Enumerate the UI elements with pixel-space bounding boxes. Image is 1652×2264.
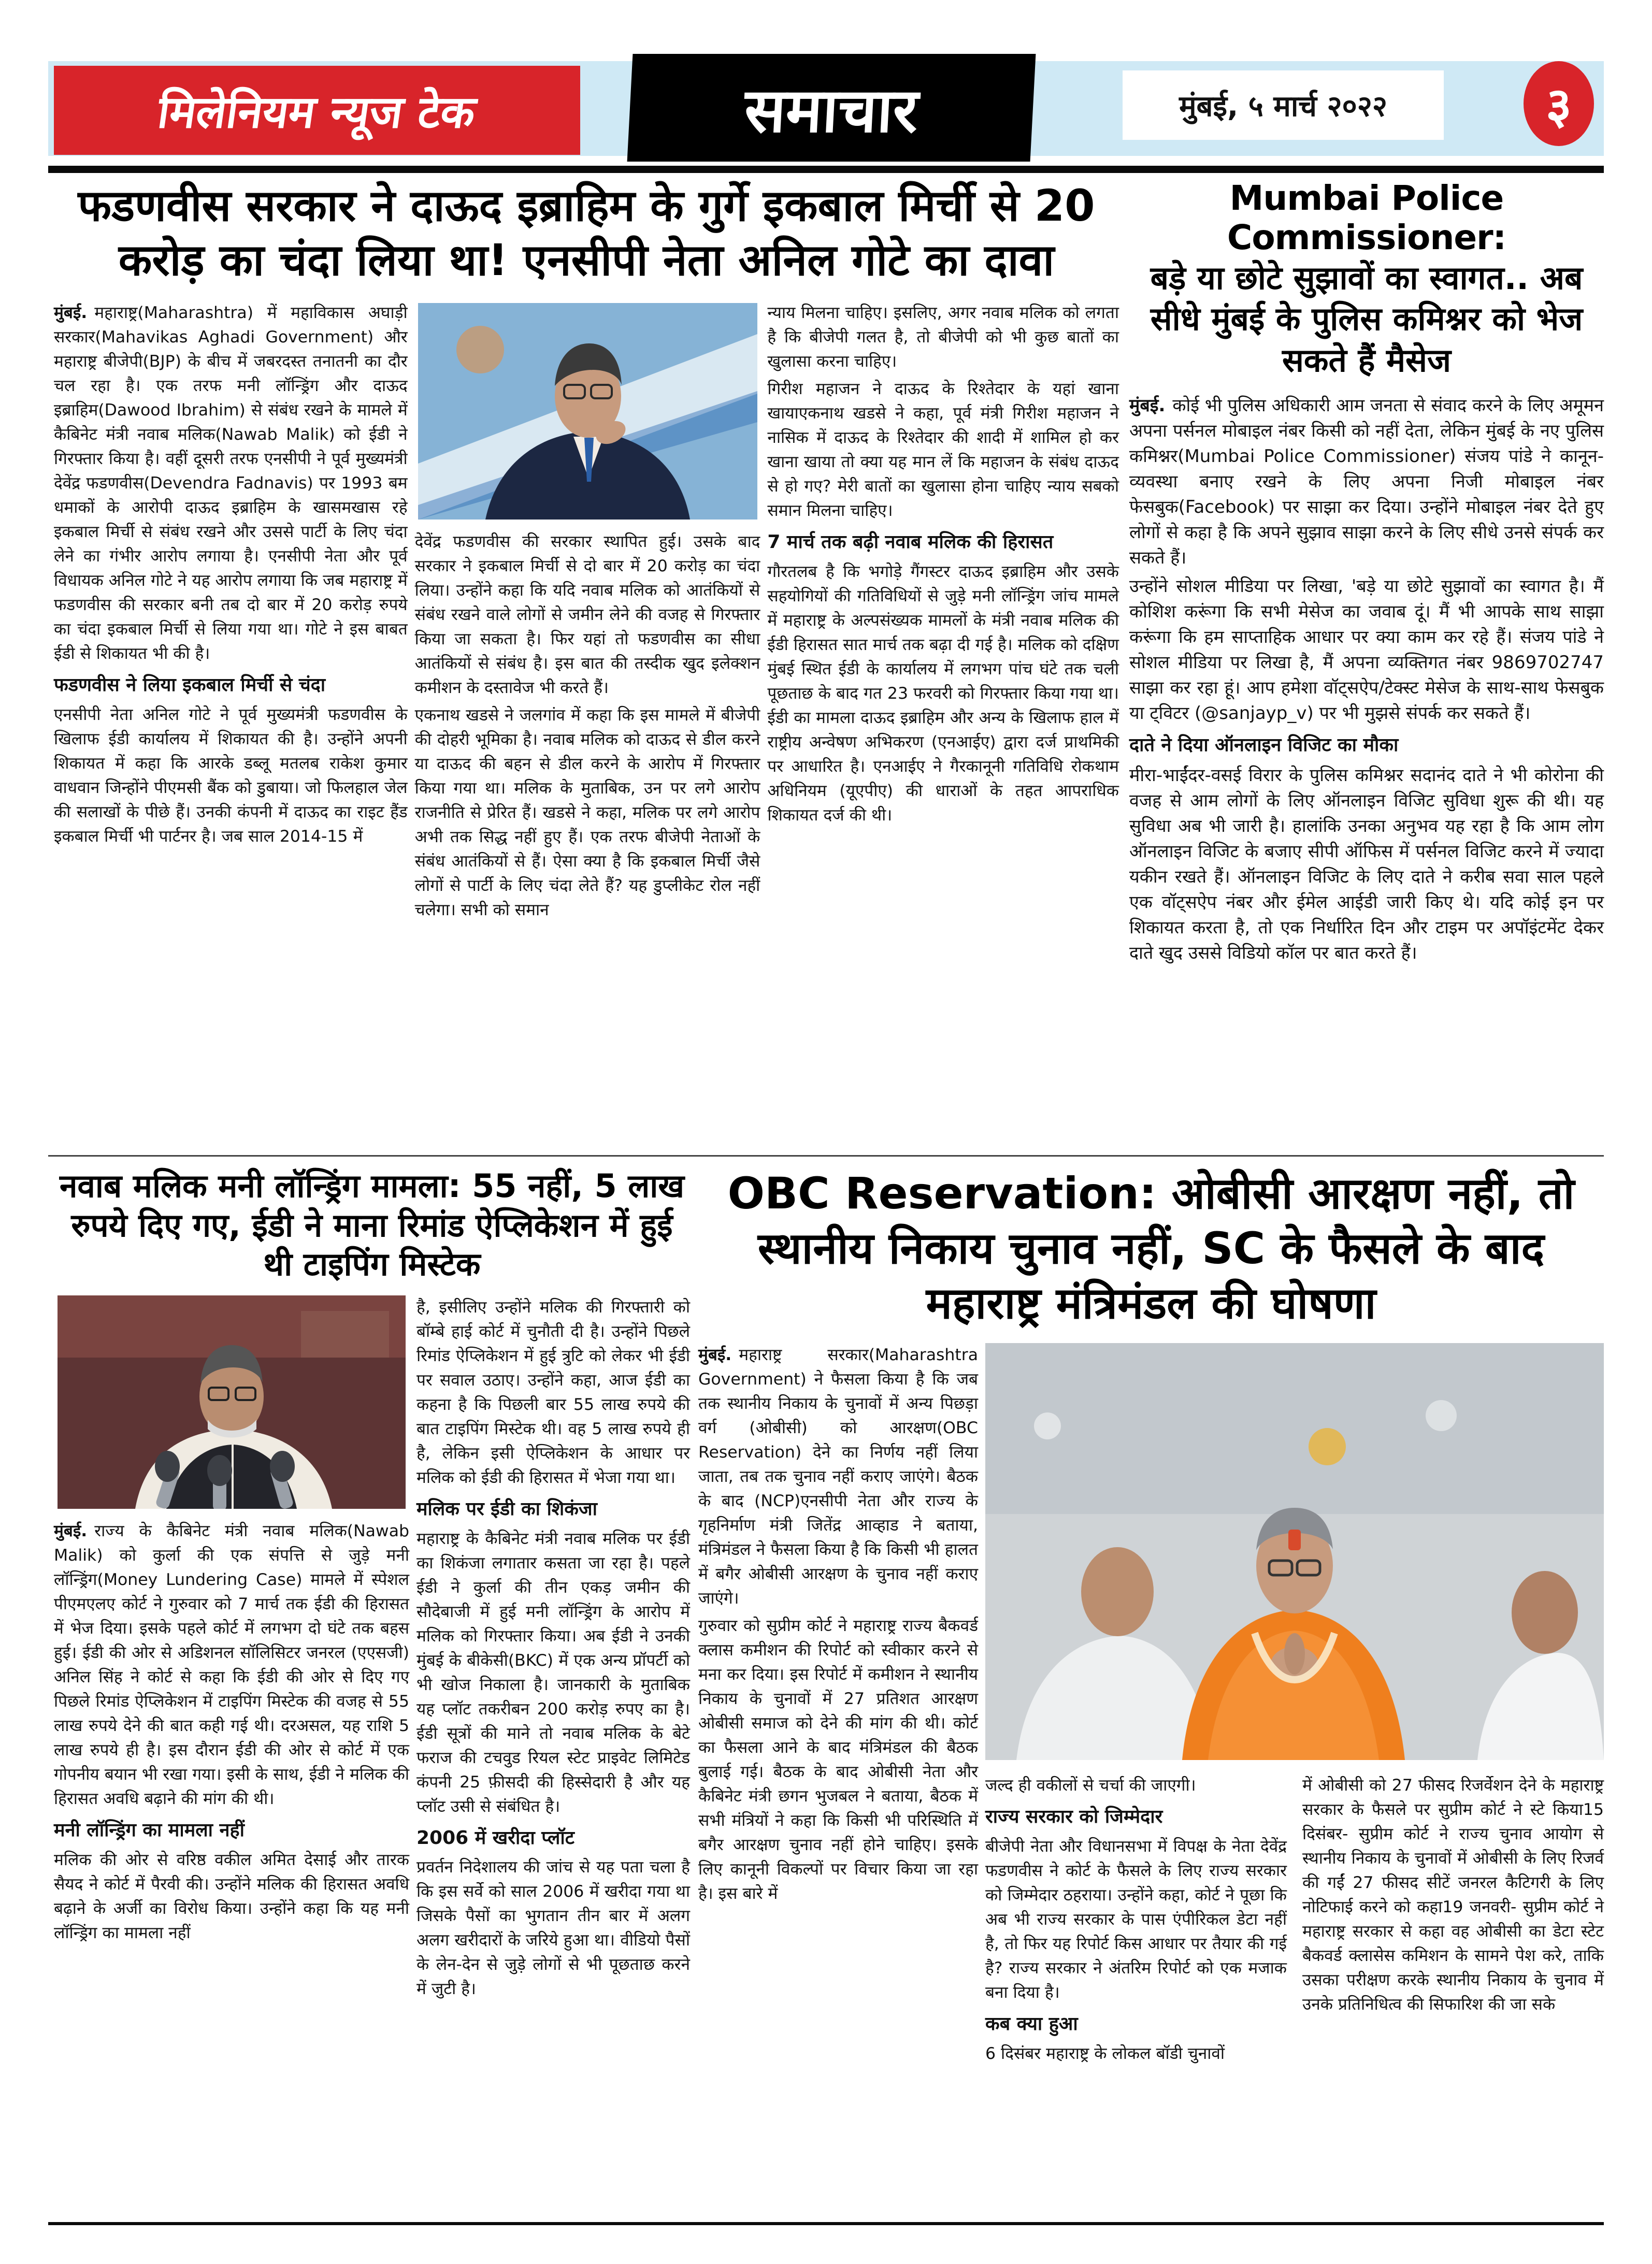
subhead: 2006 में खरीदा प्लॉट bbox=[416, 1827, 574, 1849]
nawab-malik-photo bbox=[58, 1295, 406, 1509]
article-headline: नवाब मलिक मनी लॉन्ड्रिंग मामला: 55 नहीं, 5 लाख रुपये दिए गए, ईडी ने माना रिमांड ऐप्लिकेशन में हुई थी टाइपिंग मिस्टेक bbox=[59, 1167, 685, 1284]
subhead: राज्य सरकार को जिम्मेदार bbox=[985, 1806, 1163, 1828]
article-obc-reservation bbox=[698, 1166, 1604, 2069]
subhead: फडणवीस ने लिया इकबाल मिर्ची से चंदा bbox=[54, 674, 326, 696]
paragraph: देवेंद्र फडणवीस की सरकार स्थापित हुई। उसके बाद सरकार ने इकबाल मिर्ची से दो बार में 20 करोड़ का चंदा लिया। उन्होंने कहा कि यदि नवाब मलिक को आतंकियों से संबंध रखने वाले लोगों से जमीन लेने की वजह से गिरफ्तार किया जा सकता है। फिर यहां तो फडणवीस का सीधा आतंकियों से संबंध है। इस बात की तस्दीक खुद इलेक्शन कमीशन के दस्तावेज भी करते हैं। bbox=[414, 532, 760, 697]
newspaper-logo bbox=[54, 66, 580, 155]
paragraph bbox=[1129, 393, 1604, 571]
paragraph-text: कोई भी पुलिस अधिकारी आम जनता से संवाद करने के लिए अमूमन अपना पर्सनल मोबाइल नंबर किसी को नहीं देता, लेकिन मुंबई के नए पुलिस कमिश्नर(Mumbai Police Commissioner) संजय पांडे ने कानून-व्यवस्था बनाए रखने के लिए अपना निजी मोबाइल नंबर फेसबुक(Facebook) पर साझा कर दिया। उन्होंने मोबाइल नंबर देते हुए लोगों से कहा है कि अपने सुझाव साझा करने के लिए सीधे उनसे संपर्क कर सकते हैं। bbox=[1129, 395, 1604, 568]
article-column bbox=[985, 1773, 1287, 2069]
paragraph-text: राज्य के कैबिनेट मंत्री नवाब मलिक(Nawab Malik) को कुर्ला की एक संपत्ति से जुड़े मनी लॉन्ड्रिंग(Money Lundering Case) मामले में स्पेशल पीएमएलए कोर्ट ने गुरुवार को 7 मार्च तक ईडी की हिरासत में भेज दिया। इसके पहले कोर्ट में लगभग दो घंटे तक बहस हुई। ईडी की ओर से अडिशनल सॉलिसिटर जनरल (एएसजी) अनिल सिंह ने कोर्ट से कहा कि ईडी की ओर से दिए गए पिछले रिमांड ऐप्लिकेशन में टाइपिंग मिस्टेक की वजह से 55 लाख रुपये देने की बात कही गई थी। दरअसल, यह राशि 5 लाख रुपये ही है। इस दौरान ईडी की ओर से कोर्ट में एक गोपनीय बयान भी रखा गया। इसी के साथ, ईडी ने मलिक की हिरासत अवधि बढ़ाने की मांग की थी। bbox=[54, 1521, 409, 1808]
edition-date: मुंबई, ५ मार्च २०२२ bbox=[1123, 70, 1444, 140]
paragraph: बीजेपी नेता और विधानसभा में विपक्ष के नेता देवेंद्र फडणवीस ने कोर्ट के फैसले के लिए राज्य सरकार को जिम्मेदार ठहराया। उन्होंने कहा, कोर्ट ने पूछा कि अब भी राज्य सरकार के पास एंपीरिकल डेटा नहीं है, तो फिर यह रिपोर्ट किस आधार पर तैयार की गई है? राज्य सरकार ने अंतरिम रिपोर्ट को एक मजाक बना दिया है। bbox=[985, 1837, 1287, 2002]
article-column bbox=[698, 1343, 978, 1909]
paragraph-text: महाराष्ट्र(Maharashtra) में महाविकास अघाड़ी सरकार(Mahavikas Aghadi Government) और महाराष्ट्र बीजेपी(BJP) के बीच में जबरदस्त तनातनी का दौर चल रहा है। एक तरफ मनी लॉन्ड्रिंग और दाऊद इब्राहिम(Dawood Ibrahim) से संबंध रखने के मामले में कैबिनेट मंत्री नवाब मलिक(Nawab Malik) को ईडी ने गिरफ्तार किया है। वहीं दूसरी तरफ एनसीपी ने पूर्व मुख्यमंत्री देवेंद्र फडणवीस(Devendra Fadnavis) पर 1993 बम धमाकों के आरोपी दाऊद इब्राहिम के खासमखास रहे इकबाल मिर्ची से संबंध रखने और उससे पार्टी के लिए चंदा लेने का गंभीर आरोप लगाया है। एनसीपी नेता और पूर्व विधायक अनिल गोटे ने यह आरोप लगाया कि जब महाराष्ट्र में फडणवीस की सरकार बनी तब दो बार में 20 करोड़ रुपये का चंदा इकबाल मिर्ची से लिया गया था। गोटे ने इस बाबत ईडी से शिकायत भी की है। bbox=[54, 304, 408, 663]
article-police-commissioner bbox=[1129, 179, 1604, 969]
dateline: मुंबई. bbox=[54, 1521, 88, 1540]
paragraph: प्रवर्तन निदेशालय की जांच से यह पता चला है कि इस सर्वे को साल 2006 में खरीदा गया था जिसके पैसों का भुगतान तीन बार में अलग अलग खरीदारों के जरिये हुआ था। वीडियो पैसों के लेन-देन से जुड़े लोगों से भी पूछताछ करने में जुटी है। bbox=[416, 1858, 690, 1999]
paragraph: एकनाथ खडसे ने जलगांव में कहा कि इस मामले में बीजेपी की दोहरी भूमिका है। नवाब मलिक को दाऊद से डील करने या दाऊद की बहन से डील करने के आरोप में गिरफ्तार किया गया था। मलिक के मुताबिक, उन पर लगे आरोप राजनीति से प्रेरित हैं। खडसे ने कहा, मलिक पर लगे आरोप अभी तक सिद्ध नहीं हुए हैं। एक तरफ बीजेपी नेताओं के संबंध आतंकियों से हैं। ऐसा क्या है कि इकबाल मिर्ची जैसे लोगों से पार्टी के लिए चंदा लेते हैं? यह डुप्लीकेट रोल नहीं चलेगा। सभी को समान bbox=[414, 706, 760, 919]
dateline: मुंबई. bbox=[54, 304, 88, 322]
paragraph: गुरुवार को सुप्रीम कोर्ट ने महाराष्ट्र राज्य बैकवर्ड क्लास कमीशन की रिपोर्ट को स्वीकार करने से मना कर दिया। इस रिपोर्ट में कमीशन ने स्थानीय निकाय के चुनावों में 27 प्रतिशत आरक्षण ओबीसी समाज को देने की मांग की थी। कोर्ट का फैसला आने के बाद मंत्रिमंडल की बैठक बुलाई गई। बैठक के बाद ओबीसी नेता और कैबिनेट मंत्री छगन भुजबल ने बताया, बैठक में सभी मंत्रियों ने कहा कि किसी भी परिस्थिति में बगैर आरक्षण चुनाव नहीं होने चाहिए। इसके लिए कानूनी विकल्पों पर विचार किया जा रहा है। इस बारे में bbox=[698, 1617, 978, 1904]
paragraph: उन्होंने सोशल मीडिया पर लिखा, 'बड़े या छोटे सुझावों का स्वागत है। मैं कोशिश करूंगा कि सभी मेसेज का जवाब दूं। मैं भी आपके साथ साझा करूंगा कि हम साप्ताहिक आधार पर क्या काम कर रहे हैं। संजय पांडे ने सोशल मीडिया पर लिखा है, मैं अपना व्यक्तिगत नंबर 9869702747 साझा कर रहा हूं। आप हमेशा वॉट्सऐप/टेक्स्ट मेसेज के साथ-साथ फेसबुक या ट्विटर (@sanjayp_v) पर भी मुझसे संपर्क कर सकते हैं। bbox=[1129, 575, 1604, 724]
article-headline-english: Mumbai Police Commissioner: bbox=[1227, 178, 1506, 257]
subhead: दाते ने दिया ऑनलाइन विजिट का मौका bbox=[1129, 734, 1399, 756]
subhead: मलिक पर ईडी का शिकंजा bbox=[416, 1498, 597, 1520]
article-nawab-malik-remand bbox=[54, 1166, 690, 2005]
paragraph: न्याय मिलना चाहिए। इसलिए, अगर नवाब मलिक को लगता है कि बीजेपी गलत है, तो बीजेपी को भी कुछ बातों का खुलासा करना चाहिए। bbox=[767, 304, 1119, 371]
section-banner bbox=[627, 54, 1036, 162]
article-headline: फडणवीस सरकार ने दाऊद इब्राहिम के गुर्गे इकबाल मिर्ची से 20 करोड़ का चंदा लिया था! एनसीपी नेता अनिल गोटे का दावा bbox=[78, 180, 1095, 285]
dateline: मुंबई. bbox=[1129, 395, 1166, 416]
paragraph-text: महाराष्ट्र सरकार(Maharashtra Government) ने फैसला किया है कि जब तक स्थानीय निकाय के चुनावों में अन्य पिछड़ा वर्ग (ओबीसी) को आरक्षण(OBC Reservation) देने का निर्णय नहीं लिया जाता, तब तक चुनाव नहीं कराए जाएंगे। बैठक के बाद (NCP)एनसीपी नेता और राज्य के गृहनिर्माण मंत्री जितेंद्र आव्हाड ने बताया, मंत्रिमंडल ने फैसला किया है कि किसी भी हालत में बगैर ओबीसी आरक्षण के चुनाव नहीं कराए जाएंगे। bbox=[698, 1346, 978, 1608]
article-fadnavis-donation bbox=[54, 179, 1119, 926]
paragraph bbox=[54, 301, 408, 666]
paragraph bbox=[54, 1519, 409, 1811]
article-column bbox=[415, 301, 760, 926]
article-column bbox=[54, 1295, 409, 1949]
article-column bbox=[767, 301, 1119, 831]
page-number-badge: ३ bbox=[1524, 61, 1594, 146]
article-photo-block bbox=[985, 1343, 1604, 2069]
devendra-fadnavis-photo bbox=[418, 303, 757, 520]
newspaper-name: मिलेनियम न्यूज टेक bbox=[154, 86, 479, 138]
article-headline-hindi: बड़े या छोटे सुझावों का स्वागत.. अब सीधे मुंबई के पुलिस कमिश्नर को भेज सकते हैं मैसेज bbox=[1150, 258, 1583, 379]
section-name: समाचार bbox=[742, 74, 920, 146]
article-column bbox=[1302, 1773, 1604, 2069]
dateline: मुंबई. bbox=[698, 1346, 732, 1365]
subhead: 7 मार्च तक बढ़ी नवाब मलिक की हिरासत bbox=[767, 531, 1054, 553]
article-headline: OBC Reservation: ओबीसी आरक्षण नहीं, तो स्थानीय निकाय चुनाव नहीं, SC के फैसले के बाद महाराष्ट्र मंत्रिमंडल की घोषणा bbox=[727, 1168, 1575, 1329]
paragraph: मीरा-भाईंदर-वसई विरार के पुलिस कमिश्नर सदानंद दाते ने भी कोरोना की वजह से आम लोगों के लिए ऑनलाइन विजिट सुविधा शुरू की थी। यह सुविधा अब भी जारी है। हालांकि उनका अनुभव यह रहा है कि आम लोग ऑनलाइन विजिट के बजाए सीपी ऑफिस में पर्सनल विजिट करने में ज्यादा यकीन रखते हैं। ऑनलाइन विजिट के लिए दाते ने करीब सवा साल पहले एक वॉट्सऐप नंबर और ईमेल आईडी जारी किए थे। यदि कोई इन पर शिकायत करता है, तो एक निर्धारित दिन और टाइम पर अपॉइंटमेंट देकर दाते खुद उससे विडियो कॉल पर बात करते हैं। bbox=[1129, 765, 1604, 963]
paragraph: मलिक की ओर से वरिष्ठ वकील अमित देसाई और तारक सैयद ने कोर्ट में पैरवी की। उन्होंने मलिक की हिरासत अवधि बढ़ाने के अर्जी का विरोध किया। उन्होंने कहा कि यह मनी लॉन्ड्रिंग का मामला नहीं bbox=[54, 1850, 409, 1942]
paragraph: गौरतलब है कि भगोड़े गैंगस्टर दाऊद इब्राहिम और उसके सहयोगियों की गतिविधियों से जुड़े मनी लॉन्ड्रिंग जांच मामले में महाराष्ट्र के अल्पसंख्यक मामलों के मंत्री नवाब मलिक की ईडी हिरासत सात मार्च तक बढ़ा दी गई है। मलिक को दक्षिण मुंबई स्थित ईडी के कार्यालय में लगभग पांच घंटे तक चली पूछताछ के बाद गत 23 फरवरी को गिरफ्तार किया गया था।ईडी का मामला दाऊद इब्राहिम और अन्य के खिलाफ हाल में राष्ट्रीय अन्वेषण अभिकरण (एनआईए) द्वारा दर्ज प्राथमिकी पर आधारित है। एनआईए ने गैरकानूनी गतिविधि रोकथाम अधिनियम (यूएपीए) की धाराओं के तहत आपराधिक शिकायत दर्ज की थी। bbox=[767, 562, 1119, 825]
page-bottom-rule bbox=[48, 2222, 1604, 2225]
article-column bbox=[416, 1295, 690, 2005]
section-divider bbox=[48, 1155, 1604, 1157]
article-column bbox=[54, 301, 408, 852]
paragraph: गिरीश महाजन ने दाऊद के रिश्तेदार के यहां खाना खायाएकनाथ खडसे ने कहा, पूर्व मंत्री गिरीश महाजन ने नासिक में दाऊद के रिश्तेदार की शादी में शामिल हो कर खाना खाया तो क्या यह मान लें कि महाजन के संबंध दाऊद से हो गए? मेरी बातों का खुलासा होना चाहिए न्याय सबको समान मिलना चाहिए। bbox=[767, 380, 1119, 520]
paragraph: जल्द ही वकीलों से चर्चा की जाएगी। bbox=[985, 1776, 1196, 1795]
subhead: कब क्या हुआ bbox=[985, 2013, 1078, 2035]
paragraph: है, इसीलिए उन्होंने मलिक की गिरफ्तारी को बॉम्बे हाई कोर्ट में चुनौती दी है। उन्होंने पिछले रिमांड ऐप्लिकेशन में हुई त्रुटि को लेकर भी ईडी पर सवाल उठाए। उन्होंने कहा, आज ईडी का कहना है कि पिछली बार 55 लाख रुपये की बात टाइपिंग मिस्टेक थी। वह 5 लाख रुपये ही है, लेकिन इसी ऐप्लिकेशन के आधार पर मलिक को ईडी की हिरासत में भेजा गया था। bbox=[416, 1297, 690, 1487]
paragraph: 6 दिसंबर महाराष्ट्र के लोकल बॉडी चुनावों bbox=[985, 2044, 1225, 2064]
paragraph: में ओबीसी को 27 फीसद रिजर्वेशन देने के महाराष्ट्र सरकार के फैसले पर सुप्रीम कोर्ट ने स्टे किया15 दिसंबर- सुप्रीम कोर्ट ने राज्य चुनाव आयोग से स्थानीय निकाय के चुनावों में ओबीसी के लिए रिजर्व की गईं 27 फीसद सीटें जनरल कैटिगरी के लिए नोटिफाई करने को कहा19 जनवरी- सुप्रीम कोर्ट ने महाराष्ट्र सरकार से कहा वह ओबीसी का डेटा स्टेट बैकवर्ड क्लासेस कमिशन के सामने पेश करे, ताकि उसका परीक्षण करके स्थानीय निकाय के चुनाव में उनके प्रतिनिधित्व की सिफारिश की जा सके bbox=[1302, 1776, 1604, 2014]
paragraph: एनसीपी नेता अनिल गोटे ने पूर्व मुख्यमंत्री फडणवीस के खिलाफ ईडी कार्यालय में शिकायत की है। उन्होंने अपनी शिकायत में कहा कि आरके डब्लू मतलब राकेश कुमार वाधवान जिन्होंने पीएमसी बैंक को डुबाया। जो फिलहाल जेल की सलाखों के पीछे हैं। उनकी कंपनी में दाऊद का राइट हैंड इकबाल मिर्ची भी पार्टनर है। जब साल 2014-15 में bbox=[54, 705, 408, 846]
uddhav-thackeray-photo bbox=[985, 1343, 1604, 1760]
paragraph bbox=[698, 1343, 978, 1611]
paragraph: महाराष्ट्र के कैबिनेट मंत्री नवाब मलिक पर ईडी का शिकंजा लगातार कसता जा रहा है। पहले ईडी ने कुर्ला की तीन एकड़ जमीन की सौदेबाजी में हुई मनी लॉन्ड्रिंग के आरोप में मलिक को गिरफ्तार किया। अब ईडी ने उनकी मुंबई के बीकेसी(BKC) में एक अन्य प्रॉपर्टी को भी खोज निकाला है। जानकारी के मुताबिक यह प्लॉट तकरीबन 200 करोड़ रुपए का है। ईडी सूत्रों की माने तो नवाब मलिक के बेटे फराज की टचवुड रियल स्टेट प्राइवेट लिमिटेड कंपनी 25 फ़ीसदी की हिस्सेदारी है और यह प्लॉट उसी से संबंधित है। bbox=[416, 1529, 690, 1816]
subhead: मनी लॉन्ड्रिंग का मामला नहीं bbox=[54, 1819, 245, 1841]
masthead-rule bbox=[48, 166, 1604, 173]
